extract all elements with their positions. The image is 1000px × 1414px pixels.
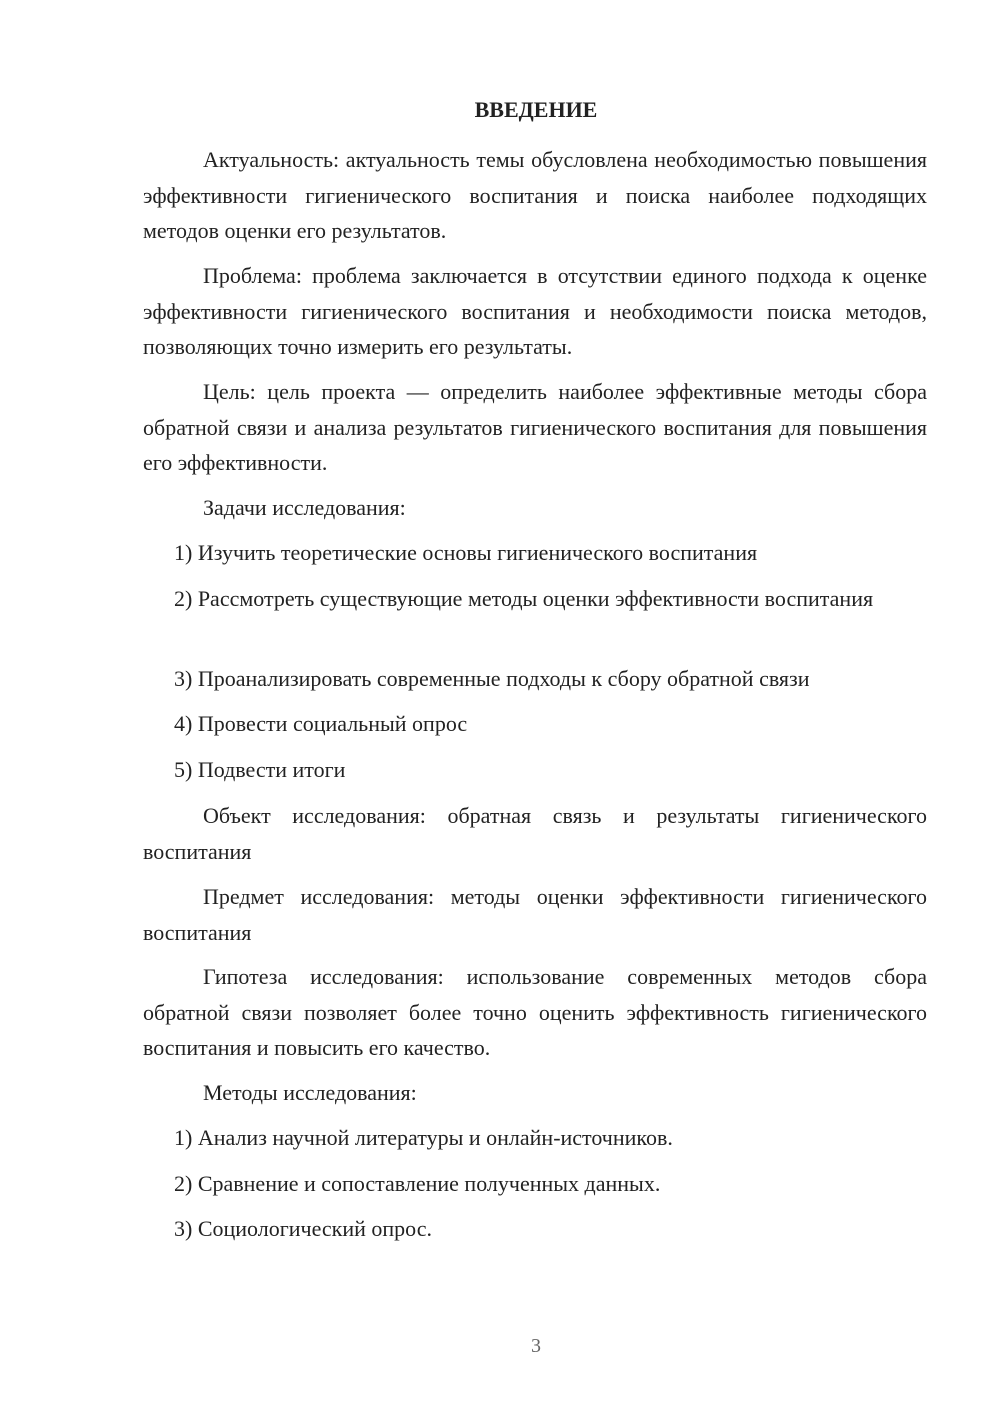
page-title: ВВЕДЕНИЕ bbox=[474, 97, 598, 122]
page-number: 3 bbox=[531, 1335, 541, 1357]
methods-heading: Методы исследования: bbox=[203, 1080, 417, 1105]
method-item-1: 1) Анализ научной литературы и онлайн-источников. bbox=[174, 1125, 673, 1150]
task-item-1: 1) Изучить теоретические основы гигиенического воспитания bbox=[174, 540, 758, 565]
hypothesis-paragraph: Гипотеза исследования: использование современных методов сбора обратной связи позволяет более точно оценить эффективность гигиенического воспитания и повысить его качество. bbox=[143, 964, 927, 1060]
task-item-3: 3) Проанализировать современные подходы к сбору обратной связи bbox=[174, 666, 810, 691]
tasks-heading: Задачи исследования: bbox=[203, 495, 406, 520]
problem-paragraph: Проблема: проблема заключается в отсутствии единого подхода к оценке эффективности гигиенического воспитания и необходимости поиска методов, позволяющих точно измерить его результаты. bbox=[143, 263, 927, 359]
method-item-2: 2) Сравнение и сопоставление полученных данных. bbox=[174, 1171, 661, 1196]
task-item-4: 4) Провести социальный опрос bbox=[174, 711, 468, 736]
task-item-5: 5) Подвести итоги bbox=[174, 757, 346, 782]
goal-paragraph: Цель: цель проекта — определить наиболее эффективные методы сбора обратной связи и анализа результатов гигиенического воспитания для повышения его эффективности. bbox=[143, 379, 927, 475]
method-item-3: 3) Социологический опрос. bbox=[174, 1216, 432, 1241]
subject-paragraph: Предмет исследования: методы оценки эффективности гигиенического воспитания bbox=[143, 884, 927, 945]
object-paragraph: Объект исследования: обратная связь и результаты гигиенического воспитания bbox=[143, 803, 927, 864]
relevance-paragraph: Актуальность: актуальность темы обусловлена необходимостью повышения эффективности гигиенического воспитания и поиска наиболее подходящих методов оценки его результатов. bbox=[143, 147, 927, 243]
task-item-2: 2) Рассмотреть существующие методы оценки эффективности воспитания bbox=[174, 586, 874, 611]
